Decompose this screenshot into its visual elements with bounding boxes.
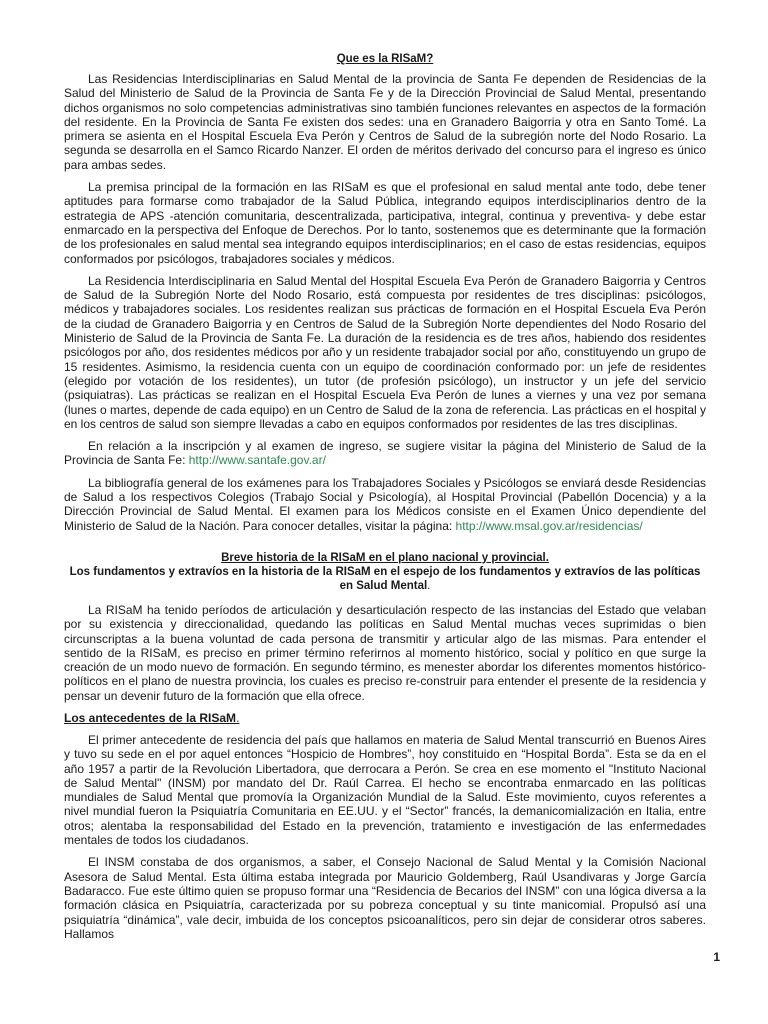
history-paragraph: La RISaM ha tenido períodos de articulación y desarticulación respecto de las instancias del Estado que velaban por su existencia y direccionalidad, quedando las políticas en Salud Mental muchas veces suprimidas o bien circunscriptas a la buena voluntad de cada persona de transmitir y articular algo de las mismas. Para entender el sentido de la RISaM, es preciso en primer término referirnos al momento histórico, social y político en que surge la creación de un modo nuevo de formación. En segundo término, es menester abordar los diferentes momentos histórico-políticos en el plano de nuestra provincia, los cuales es preciso re-construir para entender el presente de la residencia y pensar un devenir futuro de la formación que ella ofrece.: [64, 602, 706, 703]
antecedents-heading: Los antecedentes de la RISaM.: [64, 710, 240, 725]
intro-paragraph-2: La premisa principal de la formación en las RISaM es que el profesional en salud mental ante todo, debe tener aptitudes para formarse como trabajador de la Salud Pública, integrando equipos interdisciplinarios dentro de la estrategia de APS -atención comunitaria, descentralizada, participativa, integral, continua y preventiva- y debe estar enmarcado en la perspectiva del Enfoque de Derechos. Por lo tanto, sostenemos que es determinante que la formación de los profesionales en salud mental sea integrando equipos interdisciplinarios; en el caso de estas residencias, equipos conformados por psicólogos, trabajadores sociales y médicos.: [64, 180, 706, 266]
inscription-paragraph: [64, 439, 706, 468]
page-number: 1: [713, 950, 720, 964]
intro-paragraph-1: Las Residencias Interdisciplinarias en Salud Mental de la provincia de Santa Fe dependen de Residencias de la Salud del Ministerio de Salud de la Provincia de Santa Fe y de la Dirección Provincial de Salud Mental, presentando dichos organismos no solo competencias administrativas sino también funciones relevantes en aspectos de la formación del residente. En la Provincia de Santa Fe existen dos sedes: una en Granadero Baigorria y otra en Santo Tomé. La primera se asienta en el Hospital Escuela Eva Perón y Centros de Salud de la subregión norte del Nodo Rosario. La segunda se desarrolla en el Samco Ricardo Nanzer. El orden de méritos derivado del concurso para el ingreso es único para ambas sedes.: [64, 72, 706, 172]
intro-paragraph-3: La Residencia Interdisciplinaria en Salud Mental del Hospital Escuela Eva Perón de Granadero Baigorria y Centros de Salud de la Subregión Norte del Nodo Rosario, está compuesta por residentes de tres disciplinas: psicólogos, médicos y trabajadores sociales. Los residentes realizan sus prácticas de formación en el Hospital Escuela Eva Perón de la ciudad de Granadero Baigorria y en Centros de Salud de la Subregión Norte dependientes del Nodo Rosario del Ministerio de Salud de la Provincia de Santa Fe. La duración de la residencia es de tres años, habiendo dos residentes psicólogos por año, dos residentes médicos por año y un residente trabajador social por año, constituyendo un grupo de 15 residentes. Asimismo, la residencia cuenta con un equipo de coordinación conformado por: un jefe de residentes (elegido por votación de los residentes), un tutor (de profesión psicólogo), un instructor y un jefe del servicio (psiquiatras). Las prácticas se realizan en el Hospital Escuela Eva Perón de lunes a viernes y una vez por semana (lunes o martes, depende de cada equipo) en un Centro de Salud de la zona de referencia. Las prácticas en el hospital y en los centros de salud son siempre llevadas a cabo en equipos conformados por residentes de las tres disciplinas.: [64, 273, 706, 431]
history-heading: Breve historia de la RISaM en el plano nacional y provincial.: [221, 551, 549, 564]
inscription-text: En relación a la inscripción y al examen de ingreso, se sugiere visitar la página del Ministerio de Salud de la Provincia de Santa Fe:: [64, 439, 706, 468]
msal-link[interactable]: http://www.msal.gov.ar/residencias/: [455, 518, 643, 533]
bibliography-text: La bibliografía general de los exámenes para los Trabajadores Sociales y Psicólogos se enviará desde Residencias de Salud a los respectivos Colegios (Trabajo Social y Psicología), al Hospital Provincial (Pabellón Docencia) y a la Dirección Provincial de Salud Mental. El examen para los Médicos consiste en el Examen Único dependiente del Ministerio de Salud de la Nación. Para conocer detalles, visitar la página:: [64, 475, 706, 533]
history-subheading: Los fundamentos y extravíos en la historia de la RISaM en el espejo de los fundamentos y extravíos de las políticas en Salud Mental.: [69, 565, 701, 592]
antecedents-paragraph-1: El primer antecedente de residencia del país que hallamos en materia de Salud Mental transcurrió en Buenos Aires y tuvo su sede en el por aquel entonces “Hospicio de Hombres”, hoy constituido en “Hospital Borda”. Esta se da en el año 1957 a partir de la Revolución Libertadora, que derrocara a Perón. Se crea en ese momento el "Instituto Nacional de Salud Mental" (INSM) por mandato del Dr. Raúl Carrea. El hecho se encontraba enmarcado en las políticas mundiales de Salud Mental que promovía la Organización Mundial de la Salud. Este movimiento, cuyos referentes a nivel mundial fueron la Psiquiatría Comunitaria en EE.UU. y el “Sector” francés, la demanicomialización en Italia, entre otros; alentaba la responsabilidad del Estado en la prevención, tratamiento e investigación de las enfermedades mentales de todos los ciudadanos.: [64, 732, 706, 848]
document-title: Que es la RISaM?: [336, 53, 434, 65]
bibliography-paragraph: [64, 476, 706, 533]
antecedents-paragraph-2: El INSM constaba de dos organismos, a saber, el Consejo Nacional de Salud Mental y la Comisión Nacional Asesora de Salud Mental. Esta última estaba integrada por Mauricio Goldemberg, Raúl Usandivaras y Jorge García Badaracco. Fue este último quien se propuso formar una “Residencia de Becarios del INSM” con una lógica diversa a la formación clásica en Psiquiatría, caracterizada por su pobreza conceptual y su tinte manicomial. Propulsó así una psiquiatría “dinámica”, vale decir, imbuida de los conceptos psicoanalíticos, pero sin dejar de considerar otros saberes. Hallamos: [64, 855, 706, 941]
santafe-link[interactable]: http://www.santafe.gov.ar/: [188, 453, 326, 468]
